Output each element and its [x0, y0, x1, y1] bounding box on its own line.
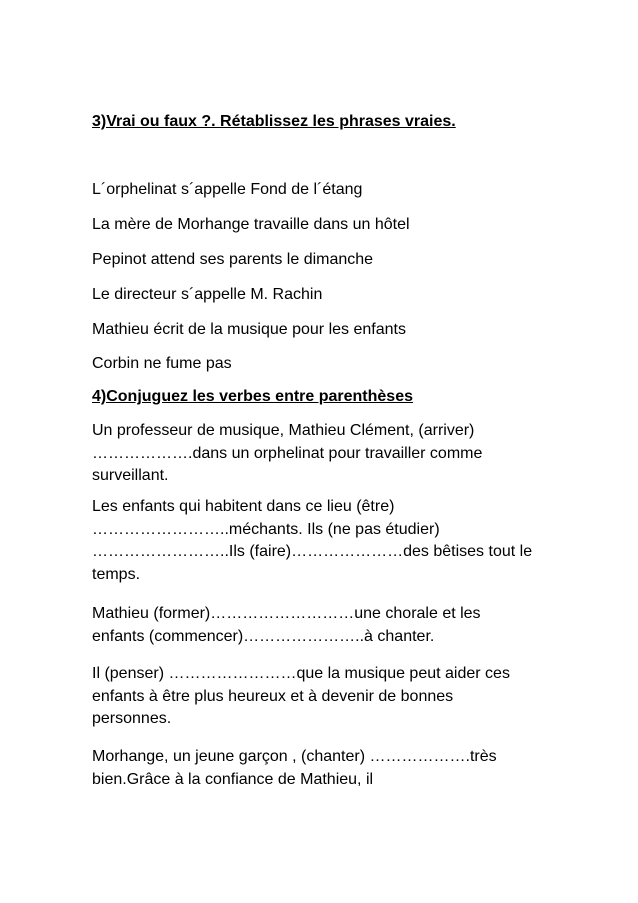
paragraph-line: Un professeur de musique, Mathieu Clément, (arriver) [92, 422, 475, 439]
paragraph-line: ……………………..méchants. Ils (ne pas étudier) [92, 520, 440, 538]
statement: Le directeur s´appelle M. Rachin [92, 286, 323, 303]
statement: Corbin ne fume pas [92, 355, 232, 372]
paragraph-line: surveillant. [92, 467, 169, 485]
paragraph-line: bien.Grâce à la confiance de Mathieu, il [92, 770, 374, 788]
section-3-heading: 3)Vrai ou faux ?. Rétablissez les phrases vraies. [92, 113, 456, 130]
paragraph-line: Mathieu (former)………………………une chorale et les [92, 605, 481, 622]
exercise-paragraph [92, 420, 542, 488]
paragraph-line: ……………………..Ils (faire)…………………des bêtises tout le [92, 543, 533, 561]
paragraph-line: Il (penser) ……………………que la musique peut aider ces [92, 665, 510, 682]
exercise-paragraph [92, 603, 542, 648]
paragraph-line: Les enfants qui habitent dans ce lieu (être) [92, 498, 395, 515]
paragraph-line: enfants à être plus heureux et à devenir de bonnes [92, 687, 454, 705]
paragraph-line: ……………….dans un orphelinat pour travailler comme [92, 444, 483, 462]
exercise-paragraph [92, 663, 542, 731]
paragraph-line: enfants (commencer)…………………..à chanter. [92, 627, 435, 645]
statement: Mathieu écrit de la musique pour les enfants [92, 321, 406, 338]
statement: L´orphelinat s´appelle Fond de l´étang [92, 181, 363, 198]
paragraph-line: temps. [92, 565, 141, 583]
statement: La mère de Morhange travaille dans un hôtel [92, 216, 410, 233]
section-4-heading: 4)Conjuguez les verbes entre parenthèses [92, 388, 413, 405]
exercise-paragraph [92, 746, 542, 791]
exercise-paragraph [92, 496, 542, 586]
paragraph-line: Morhange, un jeune garçon , (chanter) ……………….très [92, 748, 497, 765]
paragraph-line: personnes. [92, 710, 172, 728]
statement: Pepinot attend ses parents le dimanche [92, 251, 374, 268]
